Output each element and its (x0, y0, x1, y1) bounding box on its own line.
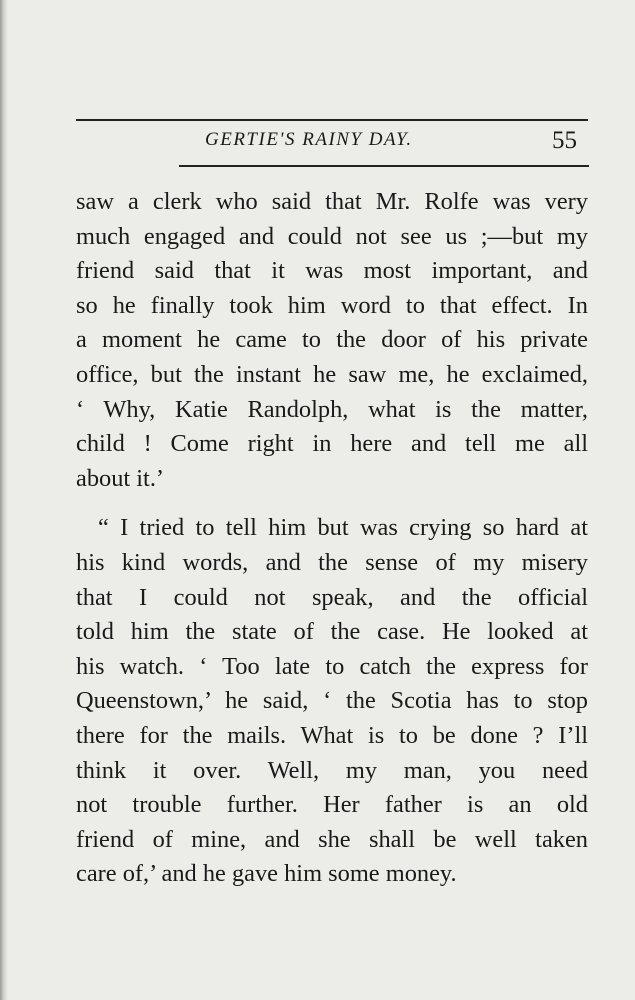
text-line: office, but the instant he saw me, he exclaimed, (76, 360, 588, 388)
running-title: GERTIE'S RAINY DAY. (205, 129, 413, 150)
paragraph-1 (76, 185, 588, 496)
text-line: told him the state of the case. He looked at (76, 618, 588, 646)
text-line: friend said that it was most important, and (76, 257, 588, 285)
text-line: a moment he came to the door of his private (76, 326, 588, 354)
text-line: that I could not speak, and the official (76, 583, 588, 611)
text-line: there for the mails. What is to be done ? I’ll (76, 721, 588, 749)
header-rule-bottom (179, 165, 589, 167)
text-line: his watch. ‘ Too late to catch the express for (76, 652, 588, 680)
text-line: much engaged and could not see us ;—but my (76, 222, 588, 250)
page-number: 55 (552, 127, 577, 154)
text-line: Queenstown,’ he said, ‘ the Scotia has to stop (76, 687, 588, 715)
text-line: saw a clerk who said that Mr. Rolfe was very (76, 188, 588, 215)
header-rule-top (76, 119, 588, 121)
text-line: friend of mine, and she shall be well taken (76, 825, 588, 853)
text-line: so he finally took him word to that effect. In (76, 291, 588, 319)
body-text (76, 185, 588, 892)
text-line: think it over. Well, my man, you need (76, 756, 588, 784)
page-binding-edge (0, 0, 8, 1000)
text-line: ‘ Why, Katie Randolph, what is the matter, (76, 395, 588, 423)
paragraph-2 (76, 511, 588, 892)
text-line: child ! Come right in here and tell me all (76, 430, 588, 458)
text-line: his kind words, and the sense of my misery (76, 548, 588, 576)
text-line: care of,’ and he gave him some money. (76, 860, 457, 888)
text-line: about it.’ (76, 464, 165, 492)
text-line: “ I tried to tell him but was crying so hard at (98, 514, 588, 542)
text-line: not trouble further. Her father is an old (76, 791, 588, 819)
